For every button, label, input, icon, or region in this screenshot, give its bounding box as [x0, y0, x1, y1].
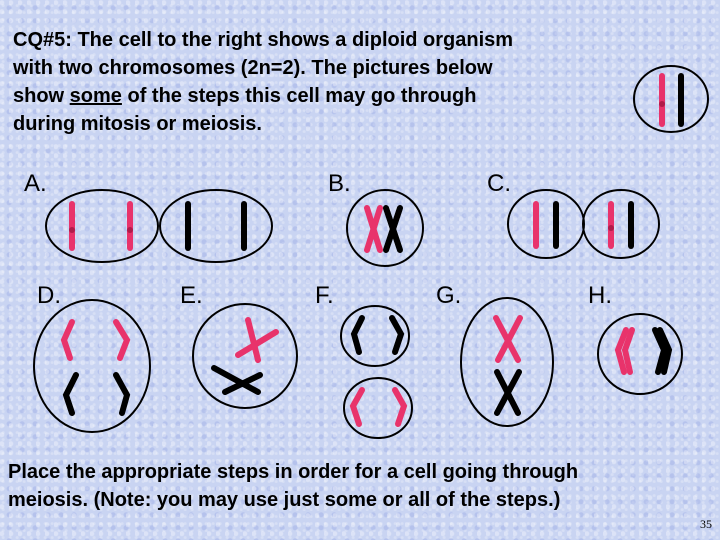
intro-line-2: with two chromosomes (2n=2). The pictures below: [13, 57, 493, 79]
question-line-1: Place the appropriate steps in order for a cell going through: [8, 461, 579, 483]
intro-line-3a: show: [13, 85, 70, 107]
label-c: C.: [487, 170, 511, 197]
label-b: B.: [328, 170, 351, 197]
intro-line-1: : The cell to the right shows a diploid organism: [65, 29, 514, 51]
question-id: CQ#5: [13, 29, 66, 51]
label-d: D.: [37, 282, 61, 309]
question-text: [8, 458, 708, 514]
page-number: 35: [700, 517, 712, 531]
diagram-d: [34, 300, 150, 432]
intro-line-4: during mitosis or meiosis.: [13, 113, 262, 135]
diagram-c: [508, 190, 659, 258]
diagram-g: [461, 298, 553, 426]
label-g: G.: [436, 282, 462, 309]
label-a: A.: [24, 170, 47, 197]
diagram-f: [341, 306, 412, 438]
question-line-2: meiosis. (Note: you may use just some or all of the steps.): [8, 489, 561, 511]
label-e: E.: [180, 282, 203, 309]
reference-cell: [634, 66, 708, 132]
label-f: F.: [315, 282, 334, 309]
diagram-e: [193, 304, 297, 408]
diagram-b: [347, 190, 423, 266]
diagram-h: [598, 314, 682, 394]
label-h: H.: [588, 282, 612, 309]
diagram-a: [46, 190, 272, 262]
intro-line-3b: of the steps this cell may go through: [121, 85, 477, 107]
intro-emphasis: some: [69, 85, 122, 107]
